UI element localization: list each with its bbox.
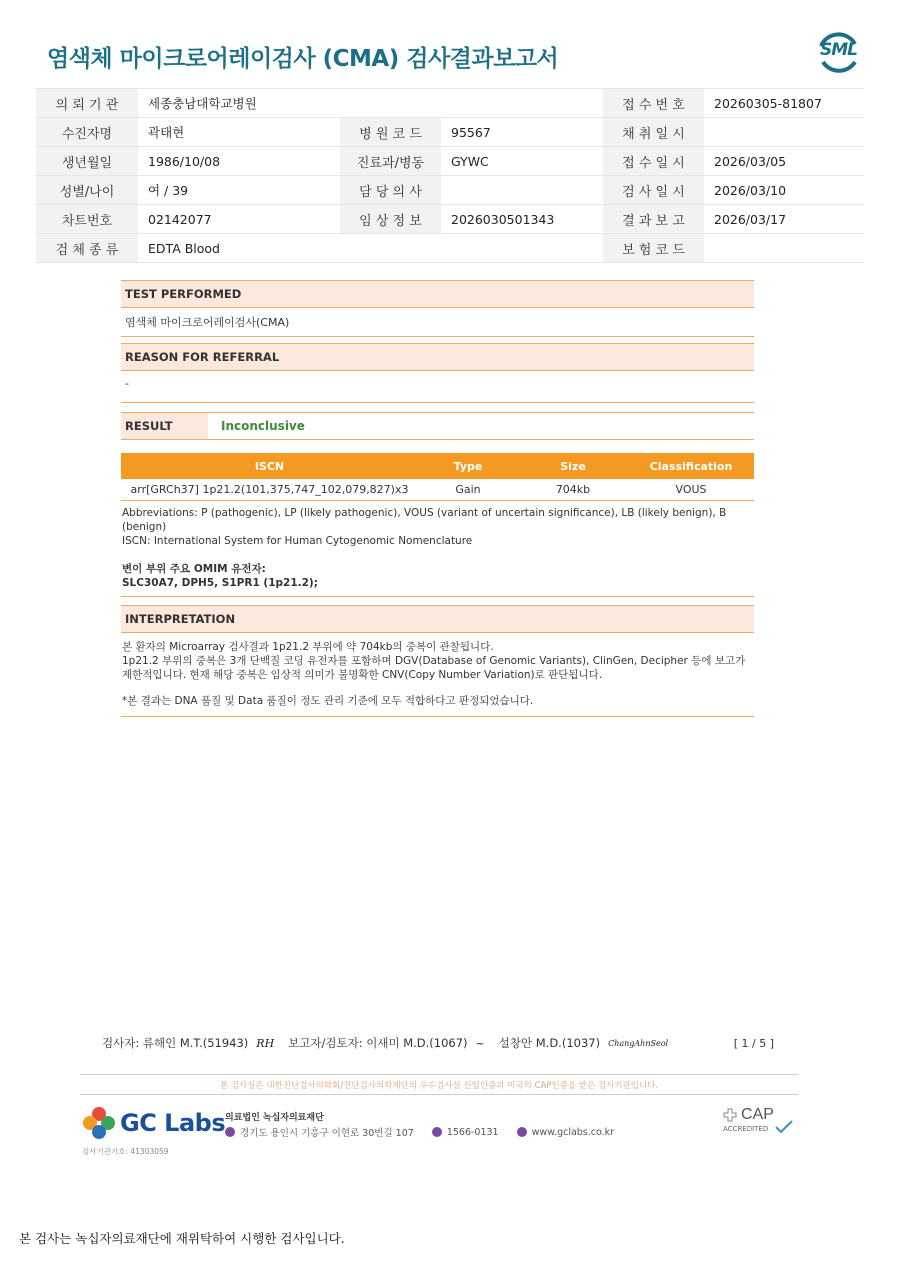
checkmark-icon <box>775 1120 793 1134</box>
lab-id: 검사기관기호: 41303059 <box>82 1147 169 1156</box>
clinical-value: 2026030501343 <box>451 211 555 227</box>
report-date-value: 2026/03/17 <box>714 211 787 227</box>
phone: 1566-0131 <box>446 1126 499 1138</box>
dept-label: 진료과/병동 <box>340 147 441 175</box>
test-date-label: 검 사 일 시 <box>603 176 704 204</box>
phone-icon <box>432 1127 442 1137</box>
table-cell-size: 704kb <box>518 479 628 500</box>
result-row <box>121 412 754 440</box>
hospital-code-label: 병 원 코 드 <box>340 118 441 146</box>
cap-accredited-logo <box>723 1106 795 1140</box>
cap-cross-icon <box>723 1108 737 1122</box>
info-row <box>36 205 864 234</box>
result-table <box>121 453 754 501</box>
omim-genes-list: SLC30A7, DPH5, S1PR1 (1p21.2); <box>122 576 318 589</box>
test-performed-header: TEST PERFORMED <box>121 280 754 308</box>
chart-no-label: 차트번호 <box>36 205 138 233</box>
interpretation-note: *본 결과는 DNA 품질 및 Data 품질이 정도 관리 기준에 모두 적합하다고 판정되었습니다. <box>122 694 534 707</box>
insurance-label: 보 험 코 드 <box>603 234 704 262</box>
sex-age-label: 성별/나이 <box>36 176 138 204</box>
interpretation-header: INTERPRETATION <box>121 605 754 633</box>
gc-labs-logo <box>82 1106 225 1140</box>
omim-genes <box>121 562 754 597</box>
tester-signature: RH <box>256 1036 275 1050</box>
table-header-iscn: ISCN <box>121 453 418 479</box>
result-value: Inconclusive <box>221 419 305 433</box>
gc-labs-text: GC Labs <box>120 1109 226 1137</box>
chart-no-value: 02142077 <box>148 211 212 227</box>
interpretation-body <box>121 633 754 717</box>
doctor-label: 담 당 의 사 <box>340 176 441 204</box>
table-header-size: Size <box>518 453 628 479</box>
specimen-label: 검 체 종 류 <box>36 234 138 262</box>
bottom-note: 본 검사는 녹십자의료재단에 재위탁하여 시행한 검사입니다. <box>19 1231 345 1246</box>
web-icon <box>517 1127 527 1137</box>
test-performed-value: 염색체 마이크로어레이검사(CMA) <box>121 308 754 337</box>
insurance-value <box>704 234 864 262</box>
foundation-name: 의료법인 녹십자의료재단 <box>225 1113 324 1123</box>
collection-date-label: 채 취 일 시 <box>603 118 704 146</box>
table-cell-classification: VOUS <box>628 479 754 500</box>
referral-header: REASON FOR REFERRAL <box>121 343 754 371</box>
signature-line <box>102 1035 774 1051</box>
page-number: [ 1 / 5 ] <box>733 1036 774 1050</box>
clinical-label: 임 상 정 보 <box>340 205 441 233</box>
info-row <box>36 176 864 205</box>
tester: 검사자: 류해인 M.T.(51943) <box>102 1036 249 1050</box>
patient-value: 곽태현 <box>148 125 185 140</box>
footer-divider <box>80 1074 798 1075</box>
report-date-label: 결 과 보 고 <box>603 205 704 233</box>
birth-label: 생년월일 <box>36 147 138 175</box>
sml-logo-text: SML <box>820 40 857 60</box>
hospital-code-value: 95567 <box>451 124 491 140</box>
receipt-date-value: 2026/03/05 <box>714 153 787 169</box>
collection-date-value <box>704 118 864 146</box>
interpretation-line: 제한적입니다. 현재 해당 중복은 임상적 의미가 불명확한 CNV(Copy Number Variation)로 판단됩니다. <box>122 668 603 681</box>
info-row <box>36 147 864 176</box>
interpretation-line: 본 환자의 Microarray 검사결과 1p21.2 부위에 약 704kb의 중복이 관찰됩니다. <box>122 640 494 653</box>
gc-cross-icon <box>82 1106 116 1140</box>
dept-value: GYWC <box>451 153 489 169</box>
info-row <box>36 118 864 147</box>
cap-text: CAP <box>741 1106 774 1123</box>
referral-value: - <box>121 371 754 403</box>
contact-row <box>225 1125 632 1139</box>
iscn-note: ISCN: International System for Human Cytogenomic Nomenclature <box>122 534 473 547</box>
approver: 설창안 M.D.(1037) <box>498 1036 601 1050</box>
patient-label: 수진자명 <box>36 118 138 146</box>
receipt-no-label: 접 수 번 호 <box>603 89 704 117</box>
location-icon <box>225 1127 235 1137</box>
test-date-value: 2026/03/10 <box>714 182 787 198</box>
info-row <box>36 234 864 263</box>
reviewer: 보고자/검토자: 이새미 M.D.(1067) <box>288 1036 468 1050</box>
table-cell-iscn: arr[GRCh37] 1p21.2(101,375,747_102,079,827)x3 <box>121 479 418 500</box>
birth-value: 1986/10/08 <box>148 153 221 169</box>
table-row <box>121 479 754 500</box>
receipt-no-value: 20260305-81807 <box>714 95 822 111</box>
institution-label: 의 뢰 기 관 <box>36 89 138 117</box>
table-header-type: Type <box>418 453 518 479</box>
institution-value: 세종충남대학교병원 <box>148 96 257 111</box>
interpretation-line: 1p21.2 부위의 중복은 3개 단백질 코딩 유전자를 포함하며 DGV(Database of Genomic Variants), ClinGen, Decipher 등에 보고가 <box>122 654 746 667</box>
reviewer-signature: ~ <box>475 1036 485 1050</box>
result-label: RESULT <box>121 413 208 439</box>
report-body <box>121 280 754 717</box>
footer-divider <box>80 1094 798 1095</box>
address: 경기도 용인시 기흥구 이현로 30번길 107 <box>240 1128 414 1139</box>
website[interactable]: www.gclabs.co.kr <box>531 1126 615 1138</box>
table-cell-type: Gain <box>418 479 518 500</box>
report-title: 염색체 마이크로어레이검사 (CMA) 검사결과보고서 <box>47 46 559 72</box>
approver-signature: ChangAhnSeol <box>608 1038 669 1048</box>
info-row <box>36 89 864 118</box>
certification-text: 본 검사실은 대한진단검사의학회/진단검사의학재단의 우수검사실 신임인증과 미국의 CAP인증을 받은 검사기관입니다. <box>219 1081 659 1091</box>
omim-title: 변이 부위 주요 OMIM 유전자: <box>122 562 266 575</box>
abbreviations-text: Abbreviations: P (pathogenic), LP (likely pathogenic), VOUS (variant of uncertain significance), LB (likely benign), B (benign) <box>122 506 727 533</box>
sex-age-value: 여 / 39 <box>148 183 189 198</box>
receipt-date-label: 접 수 일 시 <box>603 147 704 175</box>
patient-info-table <box>36 88 864 263</box>
specimen-value: EDTA Blood <box>148 240 220 256</box>
doctor-value <box>441 176 603 204</box>
table-header-row <box>121 453 754 479</box>
cap-accredited-text: ACCREDITED <box>723 1125 769 1133</box>
abbreviations <box>121 506 754 548</box>
table-header-classification: Classification <box>628 453 754 479</box>
